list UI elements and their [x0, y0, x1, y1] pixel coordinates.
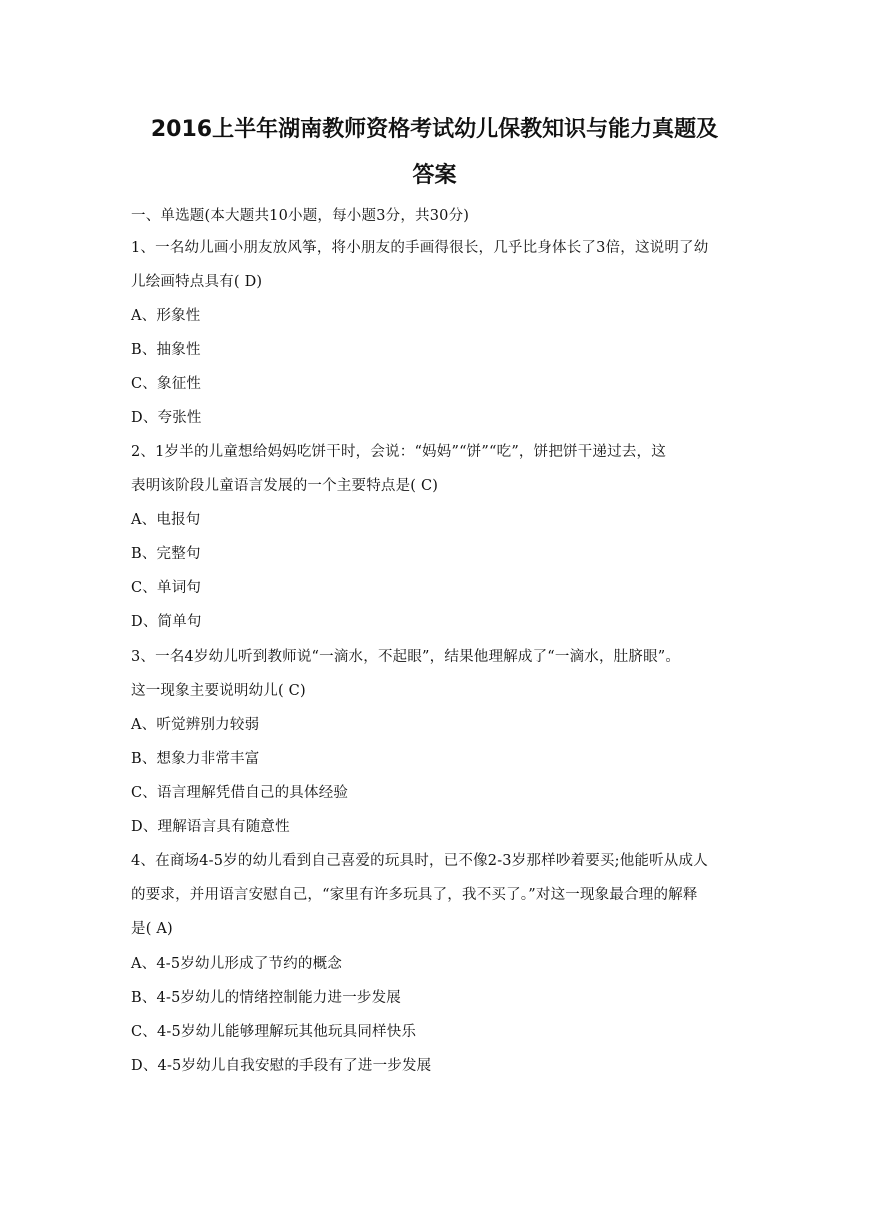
question-4-option-d: D、4-5岁幼儿自我安慰的手段有了进一步发展	[131, 1058, 432, 1074]
question-2-stem-line-1: 2、1岁半的儿童想给妈妈吃饼干时，会说：“妈妈”“饼”“吃”，饼把饼干递过去，这	[131, 444, 666, 460]
question-3-stem-line-2: 这一现象主要说明幼儿( C)	[131, 683, 306, 699]
question-4-stem-line-1: 4、在商场4-5岁的幼儿看到自己喜爱的玩具时，已不像2-3岁那样吵着要买;他能听从成人	[131, 853, 708, 869]
question-3-option-b: B、想象力非常丰富	[131, 751, 260, 767]
question-2-option-d: D、简单句	[131, 614, 202, 630]
section-header: 一、单选题(本大题共10小题，每小题3分，共30分)	[131, 208, 470, 224]
question-4-stem-line-3: 是( A)	[131, 921, 173, 937]
question-2-stem-line-2: 表明该阶段儿童语言发展的一个主要特点是( C)	[131, 478, 439, 494]
question-1-stem-line-1: 1、一名幼儿画小朋友放风筝，将小朋友的手画得很长，几乎比身体长了3倍，这说明了幼	[131, 240, 709, 256]
question-1-option-d: D、夸张性	[131, 410, 202, 426]
question-1-stem-line-2: 儿绘画特点具有( D)	[131, 274, 263, 290]
question-1-option-a: A、形象性	[131, 308, 201, 324]
question-3-option-c: C、语言理解凭借自己的具体经验	[131, 785, 349, 801]
question-4-option-c: C、4-5岁幼儿能够理解玩其他玩具同样快乐	[131, 1024, 417, 1040]
question-2-option-c: C、单词句	[131, 580, 202, 596]
document-title-line-2: 答案	[412, 163, 457, 188]
question-3-option-d: D、理解语言具有随意性	[131, 819, 290, 835]
question-4-option-a: A、4-5岁幼儿形成了节约的概念	[131, 956, 343, 972]
question-4-stem-line-2: 的要求，并用语言安慰自己，“家里有许多玩具了，我不买了。”对这一现象最合理的解释	[131, 887, 698, 903]
question-4-option-b: B、4-5岁幼儿的情绪控制能力进一步发展	[131, 990, 402, 1006]
question-3-stem-line-1: 3、一名4岁幼儿听到教师说“一滴水，不起眼”，结果他理解成了“一滴水，肚脐眼”。	[131, 649, 681, 665]
question-1-option-c: C、象征性	[131, 376, 202, 392]
question-1-option-b: B、抽象性	[131, 342, 201, 358]
document-title-line-1: 2016上半年湖南教师资格考试幼儿保教知识与能力真题及	[150, 117, 719, 142]
question-2-option-a: A、电报句	[131, 512, 201, 528]
question-3-option-a: A、听觉辨别力较弱	[131, 717, 260, 733]
question-2-option-b: B、完整句	[131, 546, 201, 562]
